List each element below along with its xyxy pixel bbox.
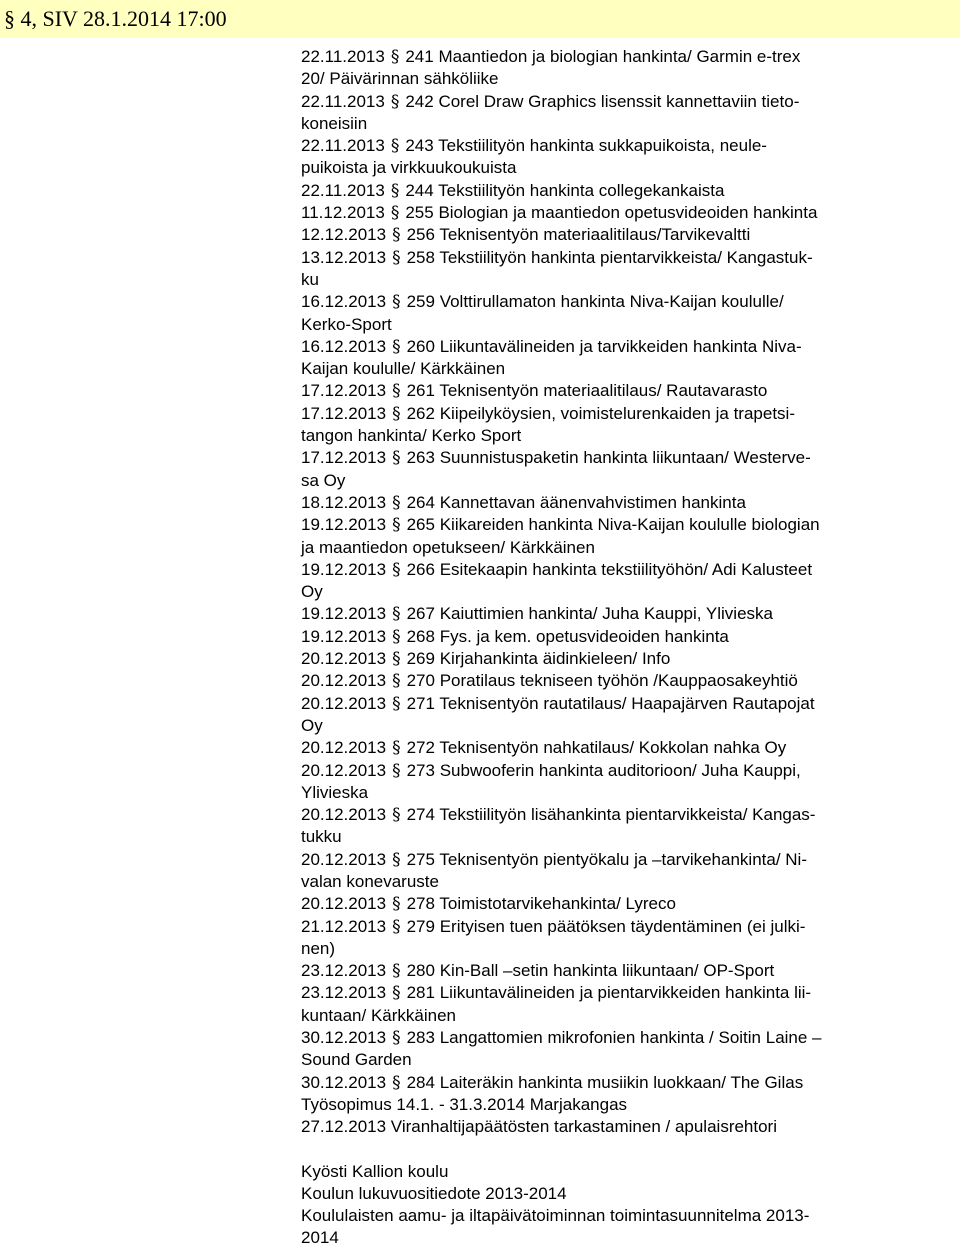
decision-entry	[301, 693, 911, 738]
entry-line	[301, 447, 911, 469]
entry-number: 242	[405, 91, 434, 111]
entry-date: 17.12.2013	[301, 448, 387, 468]
entry-line	[301, 648, 911, 670]
entry-title: Corel Draw Graphics lisenssit kannettaviin tieto-	[438, 91, 800, 111]
decision-entry	[301, 737, 911, 759]
decision-entry	[301, 180, 911, 202]
entry-date: 20.12.2013	[301, 649, 387, 669]
entry-line	[301, 982, 911, 1004]
entry-title: Kin-Ball –setin hankinta liikuntaan/ OP-Sport	[439, 961, 775, 981]
section-header-bar	[0, 0, 960, 38]
entry-title: Tekstiilityön hankinta sukkapuikoista, neule-	[438, 136, 767, 156]
entry-continuation: Kerko-Sport	[301, 314, 392, 334]
decision-entry	[301, 760, 911, 805]
entry-continuation: ku	[301, 269, 319, 289]
section-symbol: §	[392, 738, 401, 759]
decision-entry	[301, 603, 911, 625]
entry-date: 21.12.2013	[301, 916, 387, 936]
footer-line: Kyösti Kallion koulu	[301, 1161, 449, 1181]
plain-line: 27.12.2013 Viranhaltijapäätösten tarkastaminen / apulaisrehtori	[301, 1117, 777, 1137]
section-symbol: §	[392, 649, 401, 670]
section-symbol: §	[4, 6, 15, 31]
entry-number: 259	[406, 292, 435, 312]
section-symbol: §	[392, 626, 401, 647]
entry-continuation: Ylivieska	[301, 782, 369, 802]
entry-number: 258	[406, 247, 435, 267]
section-symbol: §	[392, 381, 401, 402]
entry-line	[301, 91, 911, 113]
entry-date: 22.11.2013	[301, 91, 385, 111]
spacer	[301, 1139, 911, 1161]
section-symbol: §	[392, 1028, 401, 1049]
entry-line	[301, 670, 911, 692]
decision-entry	[301, 960, 911, 982]
entry-date: 20.12.2013	[301, 738, 387, 758]
decision-entry	[301, 91, 911, 136]
footer-line: 2014	[301, 1228, 339, 1248]
entry-date: 19.12.2013	[301, 515, 387, 535]
plain-line: Työsopimus 14.1. - 31.3.2014 Marjakangas	[301, 1094, 628, 1114]
entry-number: 269	[406, 649, 435, 669]
entry-title: Tekstiilityön lisähankinta pientarvikkeista/ Kangas-	[439, 805, 816, 825]
entry-title: Poratilaus tekniseen työhön /Kauppaosakeyhtiö	[439, 671, 798, 691]
entry-title: Volttirullamaton hankinta Niva-Kaijan koululle/	[439, 292, 784, 312]
entry-title: Langattomien mikrofonien hankinta / Soitin Laine –	[439, 1028, 822, 1048]
entry-number: 284	[406, 1072, 435, 1092]
entry-title: Laiteräkin hankinta musiikin luokkaan/ The Gilas	[439, 1072, 804, 1092]
entry-title: Toimistotarvikehankinta/ Lyreco	[439, 894, 676, 914]
entry-line	[301, 403, 911, 425]
entry-title: Kiipeilyköysien, voimistelurenkaiden ja trapetsi-	[439, 403, 795, 423]
entry-line	[301, 559, 911, 581]
decision-entry	[301, 514, 911, 559]
entry-number: 263	[406, 448, 435, 468]
section-symbol: §	[390, 47, 400, 67]
entry-date: 23.12.2013	[301, 983, 387, 1003]
section-symbol: §	[392, 849, 401, 870]
entry-date: 30.12.2013	[301, 1028, 387, 1048]
entry-continuation: Sound Garden	[301, 1050, 412, 1070]
section-symbol: §	[392, 894, 401, 915]
section-symbol: §	[392, 671, 401, 692]
plain-lines	[301, 1094, 911, 1139]
entry-continuation: ja maantiedon opetukseen/ Kärkkäinen	[301, 537, 595, 557]
entry-date: 11.12.2013	[301, 203, 385, 223]
entry-line	[301, 380, 911, 402]
section-symbol: §	[392, 916, 401, 937]
decision-entry	[301, 1072, 911, 1094]
entry-number: 262	[406, 403, 435, 423]
entry-date: 19.12.2013	[301, 626, 387, 646]
section-symbol: §	[392, 983, 401, 1004]
entry-title: Erityisen tuen päätöksen täydentäminen (ei julki-	[439, 916, 806, 936]
decision-entry	[301, 670, 911, 692]
entry-number: 270	[406, 671, 435, 691]
entry-title: Esitekaapin hankinta tekstiilityöhön/ Adi Kalusteet	[439, 559, 813, 579]
entry-number: 280	[406, 961, 435, 981]
entry-number: 241	[405, 47, 434, 66]
entry-number: 266	[406, 559, 435, 579]
entry-line	[301, 46, 911, 68]
section-symbol: §	[392, 403, 401, 424]
entry-title: Kiikareiden hankinta Niva-Kaijan koululle biologian	[439, 515, 820, 535]
decision-entry	[301, 380, 911, 402]
section-symbol: §	[392, 805, 401, 826]
decision-entry	[301, 247, 911, 292]
entry-title: Fys. ja kem. opetusvideoiden hankinta	[439, 626, 729, 646]
entry-line	[301, 804, 911, 826]
entry-continuation: kuntaan/ Kärkkäinen	[301, 1005, 456, 1025]
entry-date: 16.12.2013	[301, 292, 387, 312]
entry-number: 281	[406, 983, 435, 1003]
entry-title: Subwooferin hankinta auditorioon/ Juha Kauppi,	[439, 760, 801, 780]
entry-line	[301, 893, 911, 915]
entry-title: Tekstiilityön hankinta pientarvikkeista/ Kangastuk-	[439, 247, 813, 267]
entry-continuation: sa Oy	[301, 470, 346, 490]
entry-line	[301, 224, 911, 246]
entry-number: 275	[406, 849, 435, 869]
entry-line	[301, 492, 911, 514]
entry-number: 260	[406, 336, 435, 356]
entry-number: 261	[406, 381, 435, 401]
entry-line	[301, 960, 911, 982]
entry-date: 20.12.2013	[301, 894, 387, 914]
entry-date: 12.12.2013	[301, 225, 387, 245]
entry-date: 13.12.2013	[301, 247, 387, 267]
entries	[301, 46, 911, 1094]
entry-number: 265	[406, 515, 435, 535]
section-symbol: §	[392, 1072, 401, 1093]
entry-title: Kirjahankinta äidinkieleen/ Info	[439, 649, 671, 669]
entry-date: 20.12.2013	[301, 760, 387, 780]
entry-title: Tekstiilityön hankinta collegekankaista	[438, 180, 725, 200]
footer	[301, 1161, 911, 1250]
entry-date: 22.11.2013	[301, 136, 385, 156]
section-symbol: §	[392, 515, 401, 536]
section-symbol: §	[392, 961, 401, 982]
entry-date: 20.12.2013	[301, 693, 387, 713]
entry-line	[301, 1072, 911, 1094]
entry-number: 279	[406, 916, 435, 936]
section-symbol: §	[392, 247, 401, 268]
section-symbol: §	[392, 559, 401, 580]
entry-number: 268	[406, 626, 435, 646]
entry-title: Liikuntavälineiden ja pientarvikkeiden hankinta lii-	[439, 983, 812, 1003]
entry-line	[301, 916, 911, 938]
decision-list	[301, 46, 911, 1250]
entry-number: 243	[405, 136, 434, 156]
decision-entry	[301, 202, 911, 224]
entry-continuation: 20/ Päivärinnan sähköliike	[301, 69, 499, 89]
entry-title: Teknisentyön materiaalitilaus/ Rautavarasto	[439, 381, 768, 401]
entry-date: 20.12.2013	[301, 849, 387, 869]
section-header-text: 4, SIV 28.1.2014 17:00	[20, 6, 227, 31]
decision-entry	[301, 849, 911, 894]
entry-date: 17.12.2013	[301, 381, 387, 401]
section-symbol: §	[390, 136, 400, 157]
entry-date: 18.12.2013	[301, 492, 387, 512]
entry-title: Teknisentyön rautatilaus/ Haapajärven Rautapojat	[439, 693, 815, 713]
entry-number: 244	[405, 180, 434, 200]
section-symbol: §	[392, 760, 401, 781]
decision-entry	[301, 135, 911, 180]
entry-line	[301, 135, 911, 157]
section-symbol: §	[392, 604, 401, 625]
entry-continuation: koneisiin	[301, 113, 368, 133]
entry-line	[301, 603, 911, 625]
entry-line	[301, 247, 911, 269]
entry-number: 264	[406, 492, 435, 512]
entry-continuation: nen)	[301, 938, 336, 958]
decision-entry	[301, 291, 911, 336]
entry-line	[301, 202, 911, 224]
section-symbol: §	[390, 180, 400, 201]
decision-entry	[301, 46, 911, 91]
entry-number: 271	[406, 693, 435, 713]
section-symbol: §	[392, 492, 401, 513]
entry-continuation: puikoista ja virkkuukoukuista	[301, 158, 517, 178]
section-symbol: §	[392, 693, 401, 714]
entry-title: Teknisentyön nahkatilaus/ Kokkolan nahka Oy	[439, 738, 787, 758]
decision-entry	[301, 1027, 911, 1072]
decision-entry	[301, 982, 911, 1027]
footer-line: Koulun lukuvuositiedote 2013-2014	[301, 1183, 567, 1203]
entry-number: 256	[406, 225, 435, 245]
section-symbol: §	[392, 336, 401, 357]
entry-number: 255	[405, 203, 434, 223]
section-symbol: §	[392, 448, 401, 469]
entry-date: 20.12.2013	[301, 805, 387, 825]
decision-entry	[301, 804, 911, 849]
section-symbol: §	[390, 91, 400, 112]
entry-date: 16.12.2013	[301, 336, 387, 356]
entry-line	[301, 737, 911, 759]
entry-continuation: Oy	[301, 715, 323, 735]
entry-number: 273	[406, 760, 435, 780]
section-symbol: §	[392, 225, 401, 246]
entry-date: 22.11.2013	[301, 47, 385, 66]
entry-continuation: Oy	[301, 582, 323, 602]
entry-continuation: valan konevaruste	[301, 871, 439, 891]
entry-title: Biologian ja maantiedon opetusvideoiden hankinta	[438, 203, 818, 223]
decision-entry	[301, 893, 911, 915]
entry-date: 20.12.2013	[301, 671, 387, 691]
entry-number: 283	[406, 1028, 435, 1048]
entry-line	[301, 849, 911, 871]
entry-line	[301, 693, 911, 715]
entry-title: Liikuntavälineiden ja tarvikkeiden hankinta Niva-	[439, 336, 802, 356]
section-header	[4, 4, 227, 34]
entry-title: Maantiedon ja biologian hankinta/ Garmin e-trex	[438, 47, 801, 66]
entry-line	[301, 626, 911, 648]
entry-continuation: Kaijan koululle/ Kärkkäinen	[301, 359, 506, 379]
entry-date: 19.12.2013	[301, 559, 387, 579]
decision-entry	[301, 447, 911, 492]
entry-number: 278	[406, 894, 435, 914]
entry-title: Kaiuttimien hankinta/ Juha Kauppi, Ylivieska	[439, 604, 773, 624]
entry-date: 19.12.2013	[301, 604, 387, 624]
decision-entry	[301, 492, 911, 514]
entry-title: Suunnistuspaketin hankinta liikuntaan/ Westerve-	[439, 448, 811, 468]
entry-number: 274	[406, 805, 435, 825]
entry-continuation: tangon hankinta/ Kerko Sport	[301, 426, 522, 446]
entry-line	[301, 336, 911, 358]
entry-line	[301, 291, 911, 313]
entry-date: 30.12.2013	[301, 1072, 387, 1092]
decision-entry	[301, 403, 911, 448]
section-symbol: §	[392, 292, 401, 313]
entry-date: 17.12.2013	[301, 403, 387, 423]
entry-title: Kannettavan äänenvahvistimen hankinta	[439, 492, 746, 512]
entry-line	[301, 180, 911, 202]
entry-number: 267	[406, 604, 435, 624]
decision-entry	[301, 648, 911, 670]
entry-title: Teknisentyön materiaalitilaus/Tarvikevaltti	[439, 225, 751, 245]
decision-entry	[301, 559, 911, 604]
decision-entry	[301, 626, 911, 648]
decision-entry	[301, 916, 911, 961]
entry-continuation: tukku	[301, 827, 342, 847]
entry-title: Teknisentyön pientyökalu ja –tarvikehankinta/ Ni-	[439, 849, 807, 869]
entry-date: 22.11.2013	[301, 180, 385, 200]
entry-line	[301, 1027, 911, 1049]
footer-line: Koululaisten aamu- ja iltapäivätoiminnan toimintasuunnitelma 2013-	[301, 1206, 810, 1226]
entry-line	[301, 760, 911, 782]
entry-date: 23.12.2013	[301, 961, 387, 981]
entry-line	[301, 514, 911, 536]
section-symbol: §	[390, 203, 400, 224]
decision-entry	[301, 336, 911, 381]
decision-entry	[301, 224, 911, 246]
entry-number: 272	[406, 738, 435, 758]
